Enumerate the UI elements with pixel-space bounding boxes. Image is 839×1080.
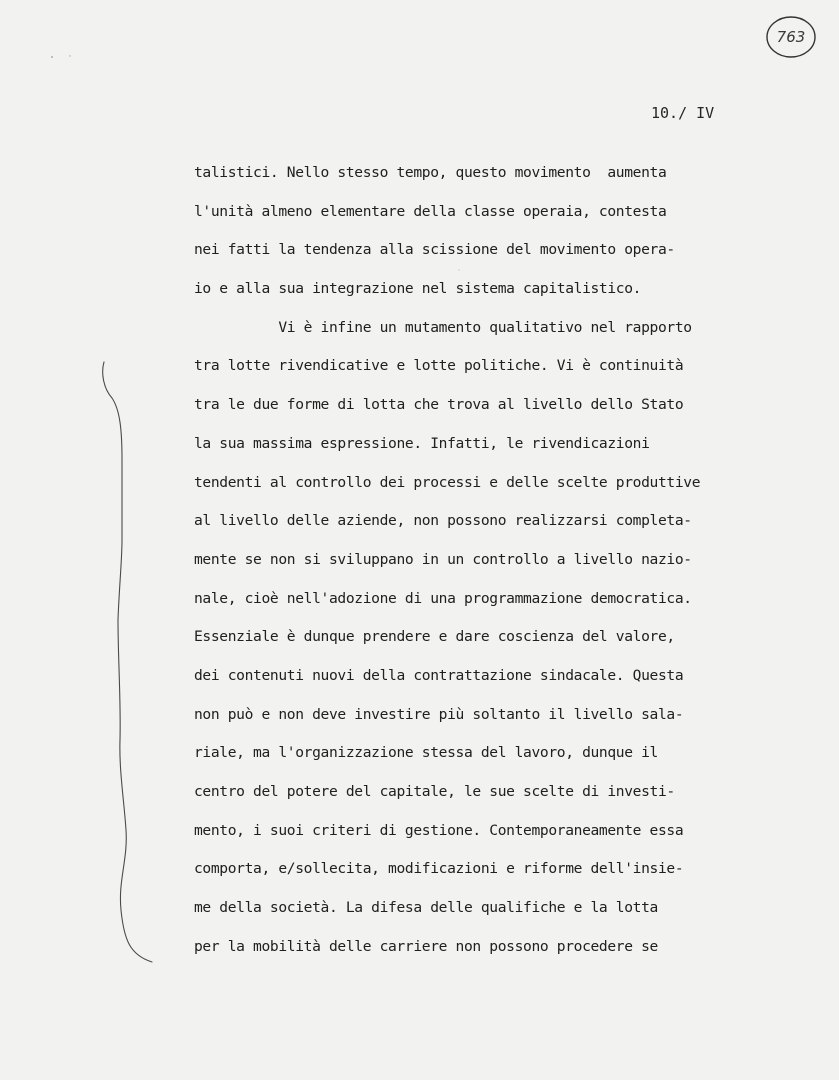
text-line: Vi è infine un mutamento qualitativo nel rapporto: [194, 318, 692, 336]
text-line: mente se non si sviluppano in un controllo a livello nazio-: [194, 550, 692, 568]
archive-number-stamp: [765, 14, 817, 60]
text-line: mento, i suoi criteri di gestione. Contemporaneamente essa: [194, 821, 684, 839]
text-line: io e alla sua integrazione nel sistema capitalistico.: [194, 280, 642, 298]
text-line: non può e non deve investire più soltanto il livello sala-: [194, 705, 684, 723]
text-line: riale, ma l'organizzazione stessa del lavoro, dunque il: [194, 744, 658, 762]
text-line: la sua massima espressione. Infatti, le rivendicazioni: [194, 434, 650, 452]
text-line: comporta, e/sollecita, modificazioni e riforme dell'insie-: [194, 860, 684, 878]
text-line: l'unità almeno elementare della classe operaia, contesta: [194, 202, 667, 220]
typed-text-body: [194, 158, 794, 970]
text-line: per la mobilità delle carriere non possono procedere se: [194, 937, 658, 955]
text-line: dei contenuti nuovi della contrattazione sindacale. Questa: [194, 666, 684, 684]
text-line: al livello delle aziende, non possono realizzarsi completa-: [194, 512, 692, 530]
text-line: nale, cioè nell'adozione di una programmazione democratica.: [194, 589, 692, 607]
page-number: 10./ IV: [651, 104, 715, 122]
text-line: tra le due forme di lotta che trova al livello dello Stato: [194, 396, 684, 414]
text-line: centro del potere del capitale, le sue scelte di investi-: [194, 783, 675, 800]
text-line: talistici. Nello stesso tempo, questo movimento aumenta: [194, 164, 667, 181]
text-line: me della società. La difesa delle qualifiche e la lotta: [194, 899, 658, 917]
text-line: Essenziale è dunque prendere e dare coscienza del valore,: [194, 628, 675, 646]
text-line: tendenti al controllo dei processi e delle scelte produttive: [194, 473, 701, 491]
text-line: tra lotte rivendicative e lotte politiche. Vi è continuità: [194, 357, 684, 375]
archive-number: 763: [776, 28, 806, 46]
text-line: nei fatti la tendenza alla scissione del movimento opera-: [194, 241, 675, 259]
